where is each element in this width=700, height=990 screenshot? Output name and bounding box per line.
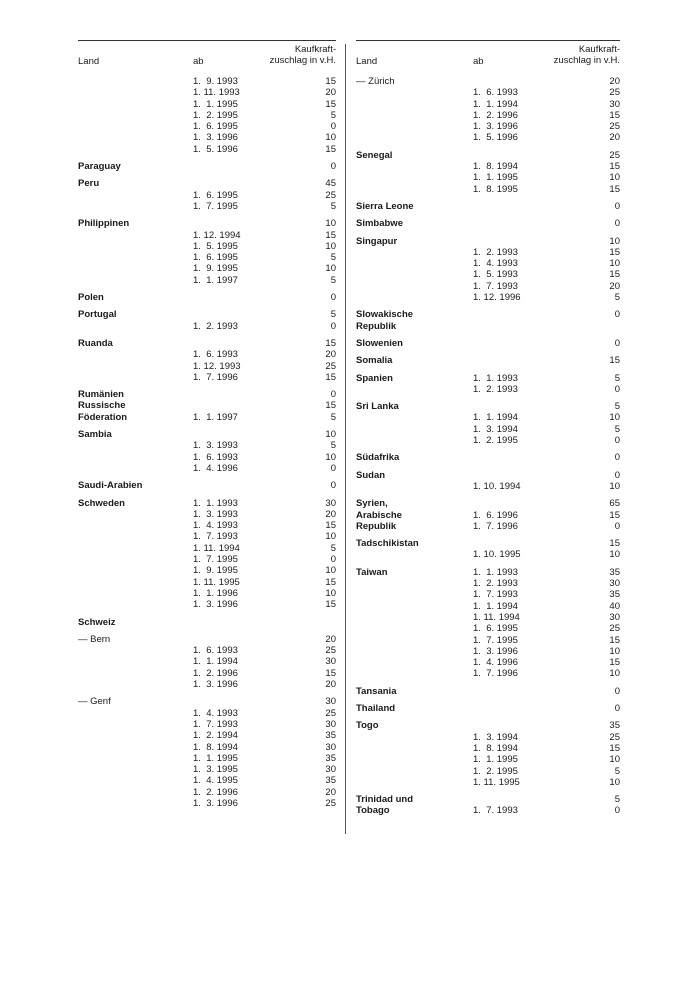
- column-divider: [345, 44, 346, 834]
- country-name: Spanien: [356, 372, 393, 384]
- country-name: Saudi-Arabien: [78, 480, 143, 492]
- country-name: Syrien, Arabische Republik: [356, 498, 402, 532]
- table-row: [356, 373, 620, 396]
- effective-dates: 1. 6. 1995 1. 7. 1995: [193, 189, 238, 212]
- effective-dates: 1. 4. 1993 1. 7. 1993 1. 2. 1994 1. 8. 1994 1. 1. 1995 1. 3. 1995 1. 4. 1995 1. 2. 1996 1. 3. 1996: [193, 707, 238, 809]
- table-row: [78, 338, 336, 383]
- country-name: Paraguay: [78, 161, 121, 173]
- table-row: [78, 617, 336, 628]
- country-name: Sierra Leone: [356, 200, 414, 212]
- surcharge-values: 0: [330, 480, 336, 492]
- table-row: [356, 201, 620, 212]
- table-header: [78, 40, 336, 73]
- effective-dates: 1. 8. 1994 1. 1. 1995 1. 8. 1995: [473, 161, 518, 195]
- country-name: Singapur: [356, 235, 398, 247]
- table-row: [78, 498, 336, 611]
- surcharge-values: 35 25 15 10 5 10: [609, 720, 620, 788]
- surcharge-values: 20 25 30 15 25 20: [609, 76, 620, 144]
- right-rows: [356, 76, 620, 823]
- table-row: [356, 236, 620, 304]
- table-row: [78, 480, 336, 491]
- country-name: — Zürich: [356, 76, 395, 87]
- surcharge-values: 30 20 15 10 5 0 10 15 10 15: [325, 497, 336, 611]
- table-row: [356, 794, 620, 817]
- surcharge-values: 0 10: [609, 469, 620, 492]
- effective-dates: 1. 1. 1993 1. 2. 1993: [473, 372, 518, 395]
- surcharge-values: 0: [330, 292, 336, 304]
- effective-dates: 1. 1. 1993 1. 2. 1993 1. 7. 1993 1. 1. 1994 1. 11. 1994 1. 6. 1995 1. 7. 1995 1. 3. 1996 1. 4. 1996 1. 7. 1996: [473, 566, 520, 680]
- surcharge-values: 0: [614, 452, 620, 464]
- effective-dates: 1. 1. 1997: [193, 411, 238, 423]
- country-name: Simbabwe: [356, 218, 403, 230]
- header-kaufkraft-line2: zuschlag in v.H.: [553, 55, 620, 66]
- left-rows: [78, 76, 336, 815]
- effective-dates: 1. 2. 1993: [193, 320, 238, 332]
- header-kaufkraft-line2: zuschlag in v.H.: [269, 55, 336, 66]
- country-name: — Bern: [78, 633, 111, 645]
- header-kaufkraft: [270, 44, 336, 66]
- country-name: Sri Lanka: [356, 401, 399, 413]
- surcharge-values: 5 10 5 0: [609, 401, 620, 447]
- effective-dates: 1. 9. 1993 1. 11. 1993 1. 1. 1995 1. 2. 1995 1. 6. 1995 1. 3. 1996 1. 5. 1996: [193, 76, 240, 155]
- country-name: Slowenien: [356, 337, 403, 349]
- surcharge-values: 10 5 10 0: [325, 429, 336, 474]
- country-name: Togo: [356, 720, 379, 732]
- effective-dates: 1. 1. 1993 1. 3. 1993 1. 4. 1993 1. 7. 1993 1. 11. 1994 1. 7. 1995 1. 9. 1995 1. 11. 1995 1. 1. 1996 1. 3. 1996: [193, 497, 240, 611]
- country-name: Portugal: [78, 309, 117, 321]
- header-kaufkraft-line1: Kaufkraft-: [578, 44, 620, 55]
- table-row: [356, 498, 620, 532]
- effective-dates: 1. 6. 1993 1. 1. 1994 1. 2. 1996 1. 3. 1996 1. 5. 1996: [473, 87, 518, 144]
- surcharge-values: 35 30 35 40 30 25 15 10 15 10: [609, 566, 620, 680]
- country-name: Schweiz: [78, 616, 116, 628]
- surcharge-values: 0: [614, 309, 620, 321]
- table-row: [78, 389, 336, 423]
- surcharge-values: 20 25 30 15 20: [325, 633, 336, 691]
- country-name: Südafrika: [356, 452, 400, 464]
- effective-dates: 1. 6. 1996 1. 7. 1996: [473, 509, 518, 532]
- table-row: [356, 538, 620, 561]
- country-name: Sambia: [78, 429, 112, 441]
- surcharge-values: 15: [609, 355, 620, 367]
- surcharge-values: 0 15 5: [325, 389, 336, 423]
- country-name: Ruanda: [78, 337, 113, 349]
- header-ab: ab: [473, 56, 484, 67]
- table-row: [78, 178, 336, 212]
- surcharge-values: 65 15 0: [609, 498, 620, 532]
- table-row: [356, 686, 620, 697]
- header-kaufkraft-line1: Kaufkraft-: [294, 44, 336, 55]
- surcharge-values: 25 15 10 15: [609, 149, 620, 195]
- effective-dates: 1. 3. 1994 1. 8. 1994 1. 1. 1995 1. 2. 1995 1. 11. 1995: [473, 731, 520, 788]
- effective-dates: 1. 2. 1993 1. 4. 1993 1. 5. 1993 1. 7. 1993 1. 12. 1996: [473, 246, 521, 304]
- surcharge-values: 0: [614, 200, 620, 212]
- surcharge-values: 0: [614, 685, 620, 697]
- surcharge-values: 5 0: [614, 372, 620, 395]
- table-row: [78, 76, 336, 155]
- surcharge-values: 0: [614, 218, 620, 230]
- surcharge-values: 0: [614, 703, 620, 715]
- effective-dates: 1. 6. 1993 1. 12. 1993 1. 7. 1996: [193, 349, 241, 383]
- table-row: [356, 720, 620, 788]
- header-ab: ab: [193, 56, 204, 67]
- table-row: [356, 355, 620, 366]
- table-row: [78, 161, 336, 172]
- country-name: Slowakische Republik: [356, 309, 414, 332]
- table-row: [78, 696, 336, 809]
- surcharge-values: 15 20 15 5 0 10 15: [325, 76, 336, 155]
- country-name: Rumänien Russische Föderation: [78, 389, 128, 423]
- country-name: Tadschikistan: [356, 538, 419, 550]
- country-name: Philippinen: [78, 218, 130, 230]
- table-row: [356, 452, 620, 463]
- table-row: [356, 218, 620, 229]
- country-name: — Genf: [78, 696, 111, 708]
- table-row: [356, 401, 620, 446]
- effective-dates: 1. 1. 1994 1. 3. 1994 1. 2. 1995: [473, 412, 518, 447]
- table-row: [78, 429, 336, 474]
- table-header: [356, 40, 620, 73]
- table-row: [356, 76, 620, 144]
- surcharge-values: 0: [614, 337, 620, 349]
- surcharge-values: 5 0: [614, 794, 620, 817]
- table-row: [356, 309, 620, 332]
- country-name: Sudan: [356, 469, 386, 481]
- table-row: [356, 567, 620, 680]
- country-name: Thailand: [356, 703, 396, 715]
- effective-dates: 1. 7. 1993: [473, 805, 518, 817]
- surcharge-values: 15 20 25 15: [325, 337, 336, 383]
- country-name: Polen: [78, 292, 104, 304]
- country-name: Tansania: [356, 685, 397, 697]
- effective-dates: 1. 6. 1993 1. 1. 1994 1. 2. 1996 1. 3. 1996: [193, 645, 238, 691]
- country-name: Peru: [78, 178, 100, 190]
- table-row: [356, 703, 620, 714]
- effective-dates: 1. 12. 1994 1. 5. 1995 1. 6. 1995 1. 9. 1995 1. 1. 1997: [193, 229, 241, 286]
- country-name: Trinidad und Tobago: [356, 794, 413, 817]
- table-row: [356, 470, 620, 493]
- surcharge-values: 0: [330, 161, 336, 173]
- table-row: [356, 338, 620, 349]
- table-row: [78, 309, 336, 332]
- surcharge-values: 45 25 5: [325, 178, 336, 212]
- country-name: Taiwan: [356, 566, 388, 578]
- country-name: Schweden: [78, 497, 125, 509]
- surcharge-values: 10 15 10 5 10 5: [325, 218, 336, 286]
- effective-dates: 1. 10. 1994: [473, 480, 521, 492]
- header-kaufkraft: [554, 44, 620, 66]
- table-row: [356, 150, 620, 195]
- surcharge-values: 15 10: [609, 538, 620, 561]
- country-name: Somalia: [356, 355, 393, 367]
- table-row: [78, 218, 336, 286]
- table-row: [78, 292, 336, 303]
- surcharge-values: 5 0: [330, 309, 336, 332]
- surcharge-values: 30 25 30 35 30 35 30 35 20 25: [325, 696, 336, 809]
- effective-dates: 1. 3. 1993 1. 6. 1993 1. 4. 1996: [193, 440, 238, 474]
- header-land: Land: [356, 56, 378, 67]
- table-row: [78, 634, 336, 691]
- effective-dates: 1. 10. 1995: [473, 549, 521, 561]
- country-name: Senegal: [356, 149, 393, 161]
- header-land: Land: [78, 56, 100, 67]
- surcharge-values: 10 15 10 15 20 5: [609, 235, 620, 304]
